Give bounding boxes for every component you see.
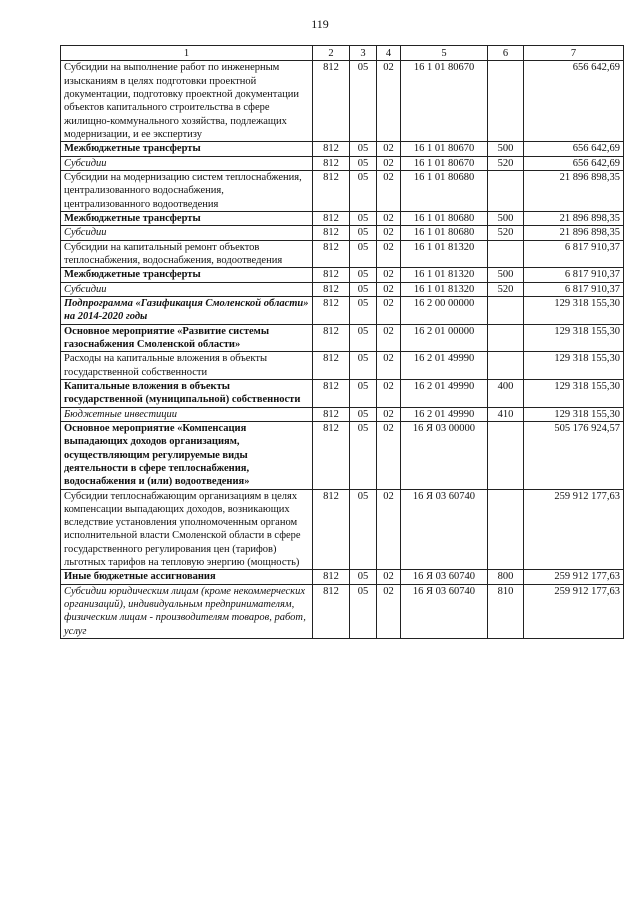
row-section-code: 05 — [350, 570, 377, 584]
row-subsection-code: 02 — [377, 407, 401, 421]
header-cell-expense-type: 6 — [488, 46, 524, 61]
row-section-code: 05 — [350, 211, 377, 225]
row-name: Субсидии юридическим лицам (кроме некоммерческих организаций), индивидуальным предпринимателям, физическим лицам - производителям товаров, работ, услуг — [61, 584, 313, 638]
row-subsection-code: 02 — [377, 324, 401, 352]
row-section-code: 05 — [350, 170, 377, 211]
row-name: Субсидии — [61, 226, 313, 240]
row-name: Подпрограмма «Газификация Смоленской области» на 2014-2020 годы — [61, 296, 313, 324]
table-row — [61, 352, 624, 380]
table-row — [61, 156, 624, 170]
row-ministry-code: 812 — [313, 584, 350, 638]
row-ministry-code: 812 — [313, 226, 350, 240]
row-ministry-code: 812 — [313, 421, 350, 489]
row-expense-type: 500 — [488, 142, 524, 156]
budget-table — [60, 45, 624, 639]
row-ministry-code: 812 — [313, 570, 350, 584]
table-row — [61, 226, 624, 240]
row-target-article: 16 Я 03 00000 — [401, 421, 488, 489]
table-row — [61, 268, 624, 282]
row-target-article: 16 1 01 81320 — [401, 282, 488, 296]
row-target-article: 16 1 01 80680 — [401, 170, 488, 211]
row-target-article: 16 2 01 49990 — [401, 407, 488, 421]
row-name: Межбюджетные трансферты — [61, 142, 313, 156]
row-amount: 129 318 155,30 — [524, 324, 624, 352]
row-name: Расходы на капитальные вложения в объекты государственной собственности — [61, 352, 313, 380]
row-ministry-code: 812 — [313, 211, 350, 225]
row-amount: 505 176 924,57 — [524, 421, 624, 489]
row-amount: 129 318 155,30 — [524, 296, 624, 324]
row-section-code: 05 — [350, 268, 377, 282]
row-name: Основное мероприятие «Развитие системы газоснабжения Смоленской области» — [61, 324, 313, 352]
table-row — [61, 211, 624, 225]
row-subsection-code: 02 — [377, 211, 401, 225]
row-subsection-code: 02 — [377, 282, 401, 296]
row-subsection-code: 02 — [377, 489, 401, 570]
row-section-code: 05 — [350, 61, 377, 142]
table-row — [61, 296, 624, 324]
row-target-article: 16 1 01 81320 — [401, 240, 488, 268]
header-cell-subsection: 4 — [377, 46, 401, 61]
row-target-article: 16 Я 03 60740 — [401, 489, 488, 570]
row-ministry-code: 812 — [313, 324, 350, 352]
row-section-code: 05 — [350, 156, 377, 170]
row-subsection-code: 02 — [377, 268, 401, 282]
row-target-article: 16 2 01 49990 — [401, 352, 488, 380]
header-cell-name: 1 — [61, 46, 313, 61]
row-section-code: 05 — [350, 324, 377, 352]
row-name: Межбюджетные трансферты — [61, 268, 313, 282]
table-row — [61, 407, 624, 421]
row-expense-type — [488, 240, 524, 268]
row-amount: 6 817 910,37 — [524, 268, 624, 282]
header-cell-target-article: 5 — [401, 46, 488, 61]
row-target-article: 16 1 01 80680 — [401, 226, 488, 240]
row-amount: 6 817 910,37 — [524, 240, 624, 268]
row-name: Иные бюджетные ассигнования — [61, 570, 313, 584]
row-name: Субсидии на модернизацию систем теплоснабжения, централизованного водоснабжения, централизованного водоотведения — [61, 170, 313, 211]
row-section-code: 05 — [350, 226, 377, 240]
row-expense-type: 410 — [488, 407, 524, 421]
row-subsection-code: 02 — [377, 421, 401, 489]
table-row — [61, 240, 624, 268]
row-section-code: 05 — [350, 282, 377, 296]
row-ministry-code: 812 — [313, 352, 350, 380]
row-ministry-code: 812 — [313, 170, 350, 211]
row-expense-type: 520 — [488, 282, 524, 296]
row-expense-type: 500 — [488, 268, 524, 282]
row-name: Субсидии на выполнение работ по инженерным изысканиям в целях подготовки проектной документации, подготовку проектной документации объектов капитального строительства в сфере жилищно-коммунального хозяйства, подлежащих модернизации, и ее экспертизу — [61, 61, 313, 142]
row-name: Субсидии на капитальный ремонт объектов теплоснабжения, водоснабжения, водоотведения — [61, 240, 313, 268]
row-target-article: 16 1 01 81320 — [401, 268, 488, 282]
row-amount: 6 817 910,37 — [524, 282, 624, 296]
row-target-article: 16 2 01 00000 — [401, 324, 488, 352]
row-target-article: 16 1 01 80670 — [401, 142, 488, 156]
row-section-code: 05 — [350, 142, 377, 156]
row-expense-type — [488, 296, 524, 324]
row-amount: 129 318 155,30 — [524, 352, 624, 380]
row-expense-type — [488, 324, 524, 352]
row-expense-type — [488, 61, 524, 142]
row-expense-type: 520 — [488, 156, 524, 170]
row-expense-type: 400 — [488, 379, 524, 407]
row-subsection-code: 02 — [377, 142, 401, 156]
table-row — [61, 584, 624, 638]
row-subsection-code: 02 — [377, 170, 401, 211]
row-name: Основное мероприятие «Компенсация выпадающих доходов организациям, осуществляющим регулируемые виды деятельности в сфере теплоснабжения, водоснабжения и (или) водоотведения» — [61, 421, 313, 489]
table-header-row — [61, 46, 624, 61]
row-amount: 656 642,69 — [524, 142, 624, 156]
row-expense-type: 800 — [488, 570, 524, 584]
table-row — [61, 421, 624, 489]
row-ministry-code: 812 — [313, 156, 350, 170]
row-section-code: 05 — [350, 240, 377, 268]
row-subsection-code: 02 — [377, 352, 401, 380]
row-expense-type — [488, 489, 524, 570]
row-amount: 656 642,69 — [524, 61, 624, 142]
row-amount: 259 912 177,63 — [524, 570, 624, 584]
row-section-code: 05 — [350, 379, 377, 407]
row-name: Капитальные вложения в объекты государственной (муниципальной) собственности — [61, 379, 313, 407]
row-section-code: 05 — [350, 296, 377, 324]
row-amount: 129 318 155,30 — [524, 379, 624, 407]
row-ministry-code: 812 — [313, 240, 350, 268]
row-expense-type: 520 — [488, 226, 524, 240]
row-section-code: 05 — [350, 489, 377, 570]
table-row — [61, 170, 624, 211]
row-ministry-code: 812 — [313, 282, 350, 296]
row-subsection-code: 02 — [377, 570, 401, 584]
row-expense-type: 810 — [488, 584, 524, 638]
row-ministry-code: 812 — [313, 379, 350, 407]
row-target-article: 16 2 00 00000 — [401, 296, 488, 324]
row-ministry-code: 812 — [313, 489, 350, 570]
row-target-article: 16 2 01 49990 — [401, 379, 488, 407]
table-row — [61, 379, 624, 407]
row-section-code: 05 — [350, 407, 377, 421]
table-row — [61, 570, 624, 584]
row-section-code: 05 — [350, 584, 377, 638]
row-target-article: 16 Я 03 60740 — [401, 584, 488, 638]
row-subsection-code: 02 — [377, 226, 401, 240]
row-ministry-code: 812 — [313, 407, 350, 421]
row-name: Субсидии — [61, 156, 313, 170]
row-subsection-code: 02 — [377, 379, 401, 407]
table-row — [61, 142, 624, 156]
row-amount: 21 896 898,35 — [524, 211, 624, 225]
page-number: 119 — [311, 17, 329, 31]
table-row — [61, 324, 624, 352]
table-row — [61, 61, 624, 142]
header-cell-ministry: 2 — [313, 46, 350, 61]
table-body — [61, 46, 624, 639]
table-row — [61, 489, 624, 570]
row-target-article: 16 1 01 80680 — [401, 211, 488, 225]
row-ministry-code: 812 — [313, 61, 350, 142]
row-subsection-code: 02 — [377, 240, 401, 268]
row-target-article: 16 Я 03 60740 — [401, 570, 488, 584]
row-ministry-code: 812 — [313, 296, 350, 324]
row-amount: 21 896 898,35 — [524, 170, 624, 211]
row-amount: 259 912 177,63 — [524, 489, 624, 570]
row-expense-type — [488, 170, 524, 211]
row-expense-type — [488, 421, 524, 489]
row-section-code: 05 — [350, 352, 377, 380]
header-cell-section: 3 — [350, 46, 377, 61]
row-target-article: 16 1 01 80670 — [401, 61, 488, 142]
row-subsection-code: 02 — [377, 156, 401, 170]
row-section-code: 05 — [350, 421, 377, 489]
row-target-article: 16 1 01 80670 — [401, 156, 488, 170]
row-name: Субсидии теплоснабжающим организациям в целях компенсации выпадающих доходов, возникающих вследствие установления уполномоченным органом исполнительной власти Смоленской области в сфере государственного регулирования цен (тарифов) льготных тарифов на тепловую энергию (мощность) — [61, 489, 313, 570]
row-ministry-code: 812 — [313, 268, 350, 282]
row-expense-type — [488, 352, 524, 380]
header-cell-amount: 7 — [524, 46, 624, 61]
row-name: Межбюджетные трансферты — [61, 211, 313, 225]
row-expense-type: 500 — [488, 211, 524, 225]
row-subsection-code: 02 — [377, 584, 401, 638]
row-name: Бюджетные инвестиции — [61, 407, 313, 421]
row-subsection-code: 02 — [377, 296, 401, 324]
row-amount: 259 912 177,63 — [524, 584, 624, 638]
row-amount: 656 642,69 — [524, 156, 624, 170]
row-name: Субсидии — [61, 282, 313, 296]
table-row — [61, 282, 624, 296]
row-subsection-code: 02 — [377, 61, 401, 142]
row-amount: 21 896 898,35 — [524, 226, 624, 240]
row-amount: 129 318 155,30 — [524, 407, 624, 421]
row-ministry-code: 812 — [313, 142, 350, 156]
